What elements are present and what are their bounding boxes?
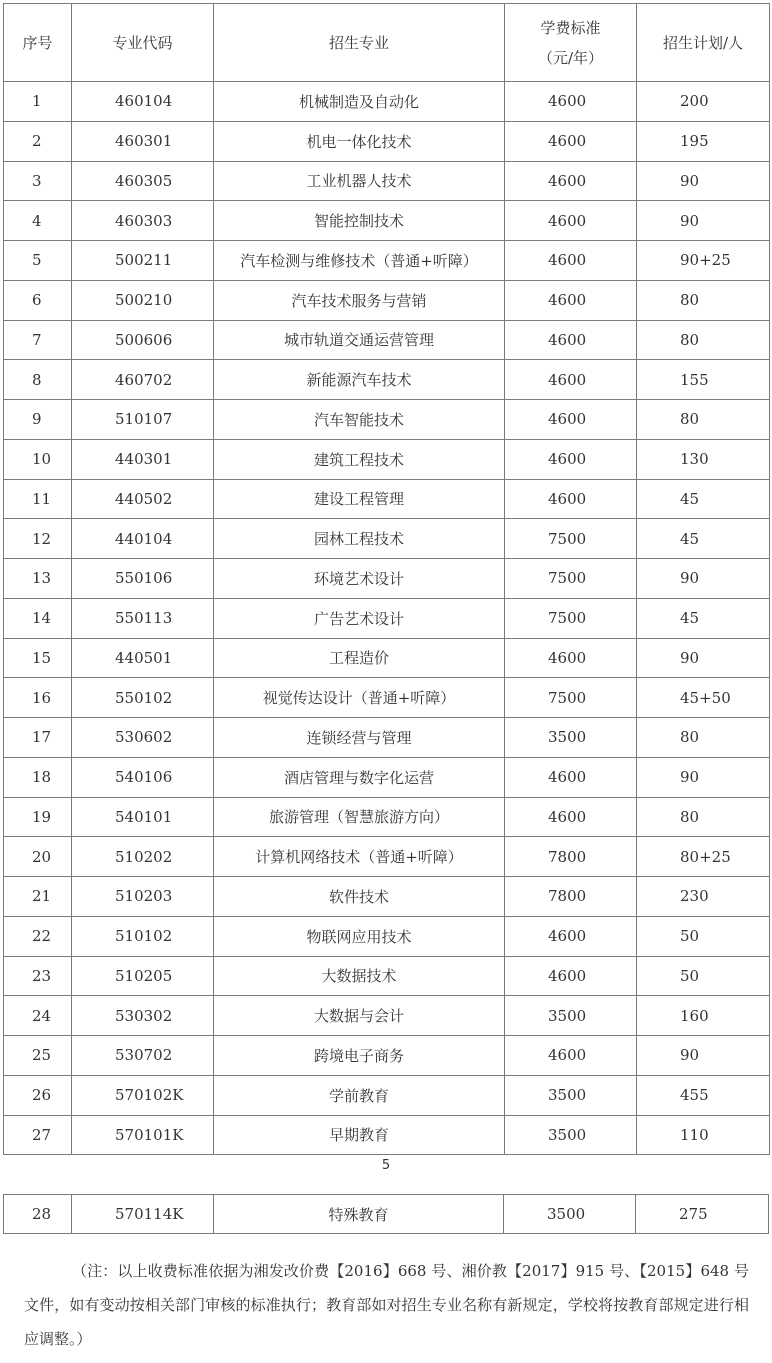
cell-major: 机电一体化技术 — [214, 121, 505, 161]
cell-fee: 4600 — [505, 439, 637, 479]
table-row — [4, 718, 770, 758]
table-row — [4, 956, 770, 996]
table-row — [4, 837, 770, 877]
cell-code: 550113 — [72, 598, 214, 638]
header-fee-line2: （元/年） — [537, 48, 604, 67]
cell-fee: 4600 — [505, 82, 637, 122]
cell-code: 530602 — [72, 718, 214, 758]
cell-code: 500210 — [72, 280, 214, 320]
table-row — [4, 201, 770, 241]
cell-serial: 24 — [4, 996, 72, 1036]
cell-serial: 14 — [4, 598, 72, 638]
cell-code: 510203 — [72, 877, 214, 917]
cell-code: 570114K — [72, 1195, 214, 1234]
cell-plan: 80 — [637, 280, 770, 320]
cell-code: 510107 — [72, 400, 214, 440]
table-row — [4, 916, 770, 956]
cell-major: 汽车检测与维修技术（普通+听障） — [214, 241, 505, 281]
cell-fee: 4600 — [505, 241, 637, 281]
cell-plan: 230 — [637, 877, 770, 917]
cell-serial: 16 — [4, 678, 72, 718]
cell-code: 530302 — [72, 996, 214, 1036]
cell-major: 工程造价 — [214, 638, 505, 678]
table-row — [4, 1075, 770, 1115]
cell-major: 连锁经营与管理 — [214, 718, 505, 758]
cell-fee: 7500 — [505, 598, 637, 638]
cell-major: 新能源汽车技术 — [214, 360, 505, 400]
table-row — [4, 320, 770, 360]
cell-plan: 80 — [637, 797, 770, 837]
table-row — [4, 280, 770, 320]
cell-serial: 1 — [4, 82, 72, 122]
cell-code: 460301 — [72, 121, 214, 161]
table-row — [4, 121, 770, 161]
table-body — [4, 82, 770, 1155]
footnote: （注：以上收费标准依据为湘发改价费【2016】668 号、湘价教【2017】915 号、【2015】648 号文件，如有变动按相关部门审核的标准执行；教育部如对招生专业名称有新规定，学校将按教育部规定进行相应调整。） — [24, 1262, 749, 1348]
cell-major: 旅游管理（智慧旅游方向） — [214, 797, 505, 837]
cell-code: 460104 — [72, 82, 214, 122]
cell-fee: 4600 — [505, 280, 637, 320]
cell-code: 460305 — [72, 161, 214, 201]
cell-serial: 25 — [4, 1036, 72, 1076]
cell-plan: 90 — [637, 1036, 770, 1076]
cell-code: 540106 — [72, 757, 214, 797]
table-row — [4, 241, 770, 281]
cell-serial: 10 — [4, 439, 72, 479]
cell-serial: 6 — [4, 280, 72, 320]
cell-plan: 90 — [637, 161, 770, 201]
cell-fee: 4600 — [505, 638, 637, 678]
cell-major: 汽车智能技术 — [214, 400, 505, 440]
cell-plan: 195 — [637, 121, 770, 161]
cell-major: 建筑工程技术 — [214, 439, 505, 479]
cell-plan: 45 — [637, 479, 770, 519]
cell-plan: 275 — [636, 1195, 769, 1234]
table-row — [4, 797, 770, 837]
cell-plan: 110 — [637, 1115, 770, 1155]
cell-serial: 20 — [4, 837, 72, 877]
cell-major: 智能控制技术 — [214, 201, 505, 241]
cell-serial: 18 — [4, 757, 72, 797]
cell-plan: 45+50 — [637, 678, 770, 718]
cell-serial: 4 — [4, 201, 72, 241]
table-row — [4, 559, 770, 599]
cell-code: 500211 — [72, 241, 214, 281]
cell-serial: 21 — [4, 877, 72, 917]
cell-fee: 4600 — [505, 797, 637, 837]
cell-plan: 455 — [637, 1075, 770, 1115]
table-row — [4, 439, 770, 479]
cell-plan: 155 — [637, 360, 770, 400]
cell-major: 跨境电子商务 — [214, 1036, 505, 1076]
cell-fee: 4600 — [505, 400, 637, 440]
cell-fee: 4600 — [505, 916, 637, 956]
cell-major: 大数据技术 — [214, 956, 505, 996]
cell-code: 460702 — [72, 360, 214, 400]
cell-major: 物联网应用技术 — [214, 916, 505, 956]
cell-serial: 9 — [4, 400, 72, 440]
cell-code: 510102 — [72, 916, 214, 956]
cell-serial: 12 — [4, 519, 72, 559]
cell-major: 学前教育 — [214, 1075, 505, 1115]
cell-plan: 160 — [637, 996, 770, 1036]
cell-fee: 3500 — [505, 996, 637, 1036]
cell-major: 机械制造及自动化 — [214, 82, 505, 122]
cell-code: 440301 — [72, 439, 214, 479]
enrollment-table — [3, 3, 770, 1155]
cell-serial: 28 — [4, 1195, 72, 1234]
cell-fee: 4600 — [505, 360, 637, 400]
cell-fee: 4600 — [505, 1036, 637, 1076]
cell-code: 510202 — [72, 837, 214, 877]
cell-fee: 4600 — [505, 201, 637, 241]
cell-code: 500606 — [72, 320, 214, 360]
cell-fee: 7500 — [505, 519, 637, 559]
cell-major: 广告艺术设计 — [214, 598, 505, 638]
header-plan: 招生计划/人 — [637, 4, 770, 82]
cell-major: 建设工程管理 — [214, 479, 505, 519]
cell-plan: 90 — [637, 201, 770, 241]
header-fee — [505, 4, 637, 82]
cell-fee: 3500 — [505, 1075, 637, 1115]
table-row — [4, 1115, 770, 1155]
cell-plan: 50 — [637, 916, 770, 956]
cell-serial: 13 — [4, 559, 72, 599]
table-row — [4, 678, 770, 718]
enrollment-table-continued — [3, 1194, 769, 1234]
cell-major: 大数据与会计 — [214, 996, 505, 1036]
cell-plan: 50 — [637, 956, 770, 996]
cell-fee: 3500 — [504, 1195, 636, 1234]
table-row — [4, 400, 770, 440]
cell-serial: 27 — [4, 1115, 72, 1155]
cell-major: 特殊教育 — [214, 1195, 504, 1234]
cell-fee: 7800 — [505, 877, 637, 917]
cell-plan: 90 — [637, 638, 770, 678]
table-row — [4, 519, 770, 559]
cell-plan: 90+25 — [637, 241, 770, 281]
cell-fee: 4600 — [505, 121, 637, 161]
cell-fee: 7500 — [505, 678, 637, 718]
cell-plan: 45 — [637, 598, 770, 638]
cell-serial: 3 — [4, 161, 72, 201]
cell-serial: 5 — [4, 241, 72, 281]
cell-major: 城市轨道交通运营管理 — [214, 320, 505, 360]
cell-serial: 15 — [4, 638, 72, 678]
cell-plan: 130 — [637, 439, 770, 479]
table-row — [4, 479, 770, 519]
header-fee-line1: 学费标准 — [540, 18, 601, 37]
page-number: 5 — [381, 1158, 391, 1173]
cell-code: 440104 — [72, 519, 214, 559]
header-code: 专业代码 — [72, 4, 214, 82]
cell-serial: 17 — [4, 718, 72, 758]
cell-plan: 200 — [637, 82, 770, 122]
cell-serial: 11 — [4, 479, 72, 519]
cell-serial: 7 — [4, 320, 72, 360]
cell-code: 460303 — [72, 201, 214, 241]
cell-major: 早期教育 — [214, 1115, 505, 1155]
cell-fee: 3500 — [505, 1115, 637, 1155]
cell-fee: 3500 — [505, 718, 637, 758]
cell-major: 酒店管理与数字化运营 — [214, 757, 505, 797]
cell-fee: 7800 — [505, 837, 637, 877]
cell-plan: 80 — [637, 320, 770, 360]
cell-code: 570101K — [72, 1115, 214, 1155]
cell-serial: 22 — [4, 916, 72, 956]
cell-serial: 26 — [4, 1075, 72, 1115]
table-row — [4, 1036, 770, 1076]
table-row — [4, 877, 770, 917]
cell-code: 440501 — [72, 638, 214, 678]
cell-serial: 8 — [4, 360, 72, 400]
cell-code: 570102K — [72, 1075, 214, 1115]
cell-serial: 23 — [4, 956, 72, 996]
cell-plan: 80 — [637, 718, 770, 758]
table-row — [4, 638, 770, 678]
cell-major: 汽车技术服务与营销 — [214, 280, 505, 320]
cell-major: 软件技术 — [214, 877, 505, 917]
cell-fee: 4600 — [505, 479, 637, 519]
cell-fee: 4600 — [505, 757, 637, 797]
cell-serial: 19 — [4, 797, 72, 837]
cell-fee: 4600 — [505, 956, 637, 996]
cell-code: 510205 — [72, 956, 214, 996]
cell-plan: 90 — [637, 559, 770, 599]
cell-fee: 4600 — [505, 320, 637, 360]
cell-plan: 45 — [637, 519, 770, 559]
cell-code: 550102 — [72, 678, 214, 718]
cell-fee: 7500 — [505, 559, 637, 599]
cell-major: 环境艺术设计 — [214, 559, 505, 599]
table-header-row — [4, 4, 770, 82]
table-row — [4, 757, 770, 797]
table-row — [4, 598, 770, 638]
cell-fee: 4600 — [505, 161, 637, 201]
cell-plan: 80 — [637, 400, 770, 440]
cell-major: 视觉传达设计（普通+听障） — [214, 678, 505, 718]
table-row — [4, 360, 770, 400]
cell-code: 530702 — [72, 1036, 214, 1076]
cell-code: 440502 — [72, 479, 214, 519]
header-major: 招生专业 — [214, 4, 505, 82]
cell-serial: 2 — [4, 121, 72, 161]
cell-major: 园林工程技术 — [214, 519, 505, 559]
table-row — [4, 161, 770, 201]
header-serial: 序号 — [4, 4, 72, 82]
cell-code: 540101 — [72, 797, 214, 837]
cell-major: 计算机网络技术（普通+听障） — [214, 837, 505, 877]
cell-code: 550106 — [72, 559, 214, 599]
table-body-continued — [4, 1195, 769, 1234]
table-row — [4, 82, 770, 122]
table-row — [4, 996, 770, 1036]
cell-plan: 80+25 — [637, 837, 770, 877]
table-row — [4, 1195, 769, 1234]
cell-major: 工业机器人技术 — [214, 161, 505, 201]
cell-plan: 90 — [637, 757, 770, 797]
